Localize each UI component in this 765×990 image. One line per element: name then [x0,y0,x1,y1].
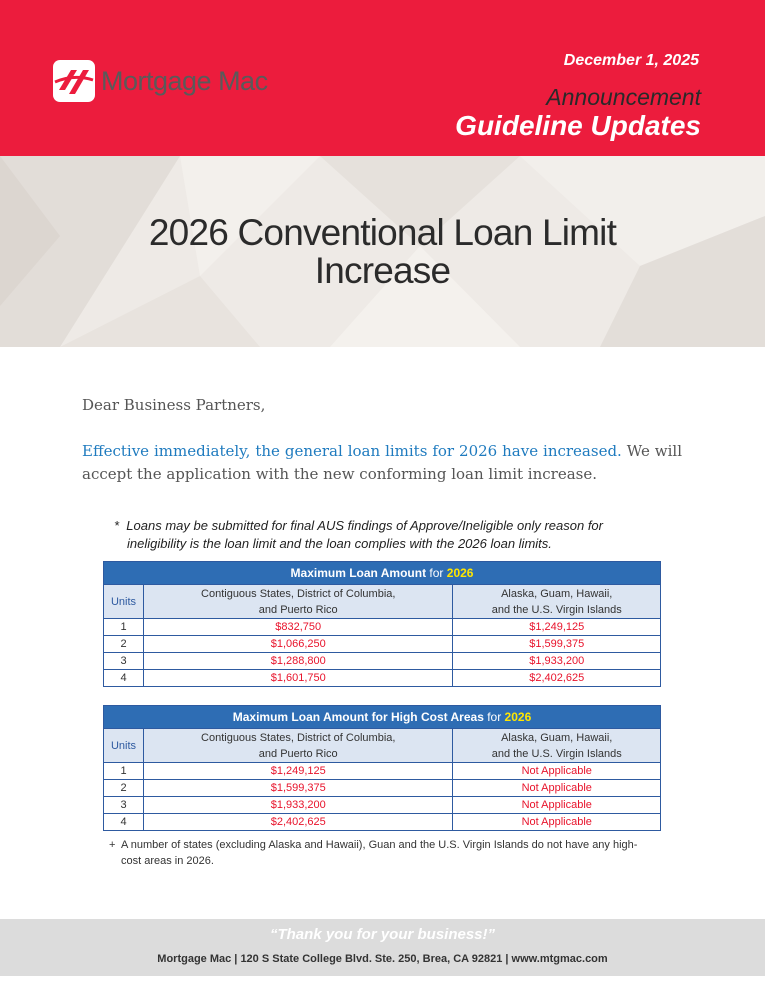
table-row [104,636,661,653]
table-caption [104,562,661,585]
title-line-1: 2026 Conventional Loan Limit [148,212,617,253]
high-cost-limit-table [103,705,661,831]
brand-logo [53,60,268,102]
hero-banner [0,156,765,347]
table-row [104,780,661,797]
column-header-units: Units [104,729,144,763]
page-title [0,214,765,290]
alaska-amount: Not Applicable [453,780,661,797]
table-row [104,814,661,831]
contiguous-amount: $1,249,125 [144,763,453,780]
alaska-amount: Not Applicable [453,797,661,814]
intro-rest: We will accept the application with the new conforming loan limit increase. [82,442,682,483]
contiguous-amount: $1,933,200 [144,797,453,814]
headline: Guideline Updates [455,110,701,141]
brand-name: Mortgage Mac [101,65,268,96]
table-row [104,670,661,687]
caption-main: Maximum Loan Amount for High Cost Areas [232,710,484,724]
units-cell: 3 [104,797,144,814]
table-row [104,653,661,670]
contiguous-amount: $1,066,250 [144,636,453,653]
units-cell: 1 [104,763,144,780]
note-text: Loans may be submitted for final AUS findings of Approve/Ineligible only reason for ineligibility is the loan limit and the loan complies with the 2026 loan limits. [126,518,603,551]
units-cell: 1 [104,619,144,636]
caption-year: 2026 [504,710,532,724]
alaska-amount: Not Applicable [453,814,661,831]
intro-highlight: Effective immediately, the general loan limits for 2026 have increased. [82,442,622,460]
caption-for: for [483,710,505,724]
footnote-text: A number of states (excluding Alaska and Hawaii), Guan and the U.S. Virgin Islands do not have any high-cost areas in 2026. [120,839,638,867]
logo-mark-icon [53,60,95,102]
alaska-amount: Not Applicable [453,763,661,780]
alaska-amount: $1,249,125 [453,619,661,636]
greeting: Dear Business Partners, [82,396,266,414]
aus-note [112,517,652,553]
contiguous-amount: $1,601,750 [144,670,453,687]
alaska-amount: $2,402,625 [453,670,661,687]
announcement-label: Announcement [546,84,701,110]
alaska-amount: $1,599,375 [453,636,661,653]
contiguous-amount: $1,599,375 [144,780,453,797]
column-header-contiguous: Contiguous States, District of Columbia, and Puerto Rico [144,729,453,763]
column-header-alaska: Alaska, Guam, Hawaii, and the U.S. Virgin Islands [453,585,661,619]
table-caption [104,706,661,729]
caption-main: Maximum Loan Amount [290,566,427,580]
column-header-contiguous: Contiguous States, District of Columbia, and Puerto Rico [144,585,453,619]
units-cell: 4 [104,814,144,831]
header-band [0,0,765,156]
footer-band [0,919,765,976]
contiguous-amount: $832,750 [144,619,453,636]
units-cell: 2 [104,780,144,797]
units-cell: 2 [104,636,144,653]
table-row [104,797,661,814]
table-row [104,763,661,780]
intro-paragraph [82,440,682,486]
contiguous-amount: $2,402,625 [144,814,453,831]
loan-limit-table [103,561,661,687]
thank-you-message: “Thank you for your business!” [269,926,496,943]
column-header-alaska: Alaska, Guam, Hawaii, and the U.S. Virgin Islands [453,729,661,763]
footnote-marker: + [109,839,116,851]
announcement-date: December 1, 2025 [563,52,699,69]
title-line-2: Increase [314,250,451,291]
units-cell: 3 [104,653,144,670]
column-header-units: Units [104,585,144,619]
contiguous-amount: $1,288,800 [144,653,453,670]
table-row [104,619,661,636]
high-cost-footnote [109,837,649,869]
note-marker: * [114,518,120,533]
units-cell: 4 [104,670,144,687]
alaska-amount: $1,933,200 [453,653,661,670]
company-address: Mortgage Mac | 120 S State College Blvd. Ste. 250, Brea, CA 92821 | www.mtgmac.com [157,953,608,965]
caption-for: for [426,566,447,580]
caption-year: 2026 [446,566,474,580]
